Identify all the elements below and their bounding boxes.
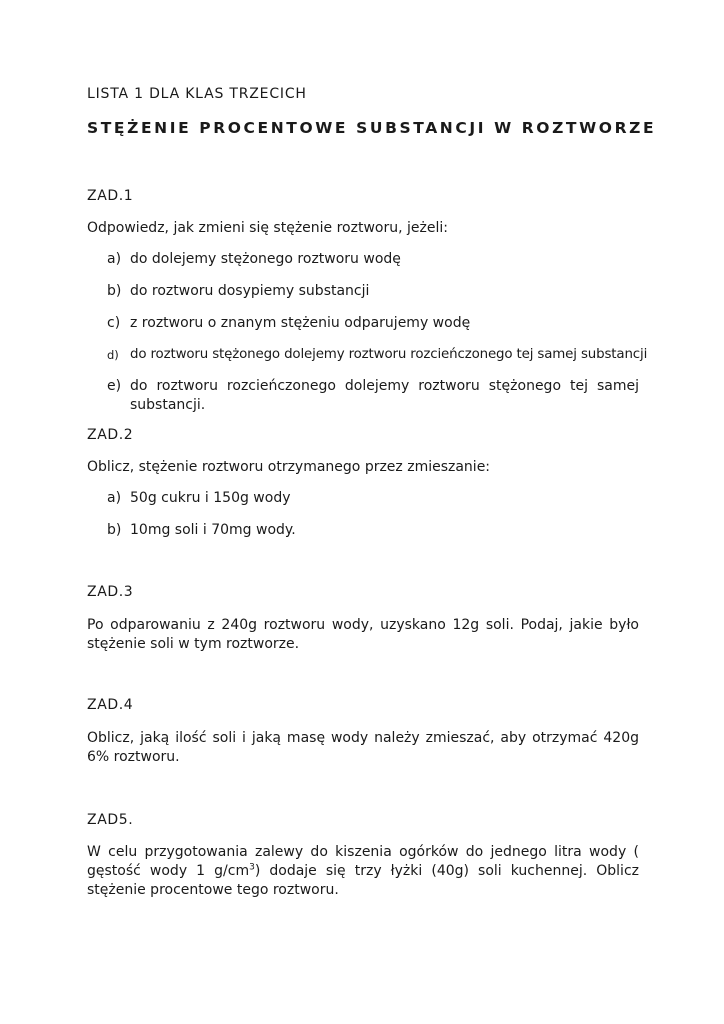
main-title: STĘŻENIE PROCENTOWE SUBSTANCJI W ROZTWORZE — [87, 119, 657, 137]
list-marker: c) — [107, 315, 121, 331]
superscript-3: 3 — [249, 862, 255, 873]
list-item-text: do roztworu dosypiemy substancji — [130, 283, 370, 299]
list-item-text: do roztworu rozcieńczonego dolejemy roztworu stężonego tej samej substancji. — [130, 378, 639, 413]
task-1-heading: ZAD.1 — [87, 188, 134, 204]
list-marker: e) — [107, 378, 122, 394]
task-1-intro: Odpowiedz, jak zmieni się stężenie roztworu, jeżeli: — [87, 220, 448, 236]
task-5-text-part-2: ) dodaje się trzy łyżki (40g) soli kuchennej. Oblicz stężenie procentowe tego roztworu. — [87, 863, 639, 898]
task-4-heading: ZAD.4 — [87, 697, 134, 713]
list-item-text: do dolejemy stężonego roztworu wodę — [130, 251, 401, 267]
task-4-text: Oblicz, jaką ilość soli i jaką masę wody należy zmieszać, aby otrzymać 420g 6% roztworu. — [87, 730, 639, 765]
list-item — [107, 314, 639, 333]
list-item-text: 10mg soli i 70mg wody. — [130, 522, 296, 538]
task-3-heading: ZAD.3 — [87, 584, 134, 600]
list-item — [107, 521, 639, 540]
list-title: LISTA 1 DLA KLAS TRZECICH — [87, 86, 307, 102]
list-marker: b) — [107, 283, 122, 299]
task-5-text-part-1: W celu przygotowania zalewy do kiszenia ogórków do jednego litra wody ( gęstość wody 1 g/cm — [87, 844, 639, 879]
task-5-text — [87, 843, 639, 900]
list-marker: a) — [107, 251, 122, 267]
task-2-heading: ZAD.2 — [87, 427, 134, 443]
list-item — [107, 345, 648, 364]
list-marker: d) — [107, 348, 119, 362]
list-item-text: z roztworu o znanym stężeniu odparujemy wodę — [130, 315, 471, 331]
list-item — [107, 489, 639, 508]
task-5-heading: ZAD5. — [87, 812, 134, 828]
list-item-text: do roztworu stężonego dolejemy roztworu rozcieńczonego tej samej substancji — [130, 347, 648, 362]
list-item — [107, 282, 639, 301]
task-2-intro: Oblicz, stężenie roztworu otrzymanego przez zmieszanie: — [87, 459, 491, 475]
task-3-text: Po odparowaniu z 240g roztworu wody, uzyskano 12g soli. Podaj, jakie było stężenie soli w tym roztworze. — [87, 617, 639, 652]
list-item — [107, 250, 639, 269]
list-marker: a) — [107, 490, 122, 506]
list-marker: b) — [107, 522, 122, 538]
list-item-text: 50g cukru i 150g wody — [130, 490, 291, 506]
list-item — [107, 377, 639, 415]
